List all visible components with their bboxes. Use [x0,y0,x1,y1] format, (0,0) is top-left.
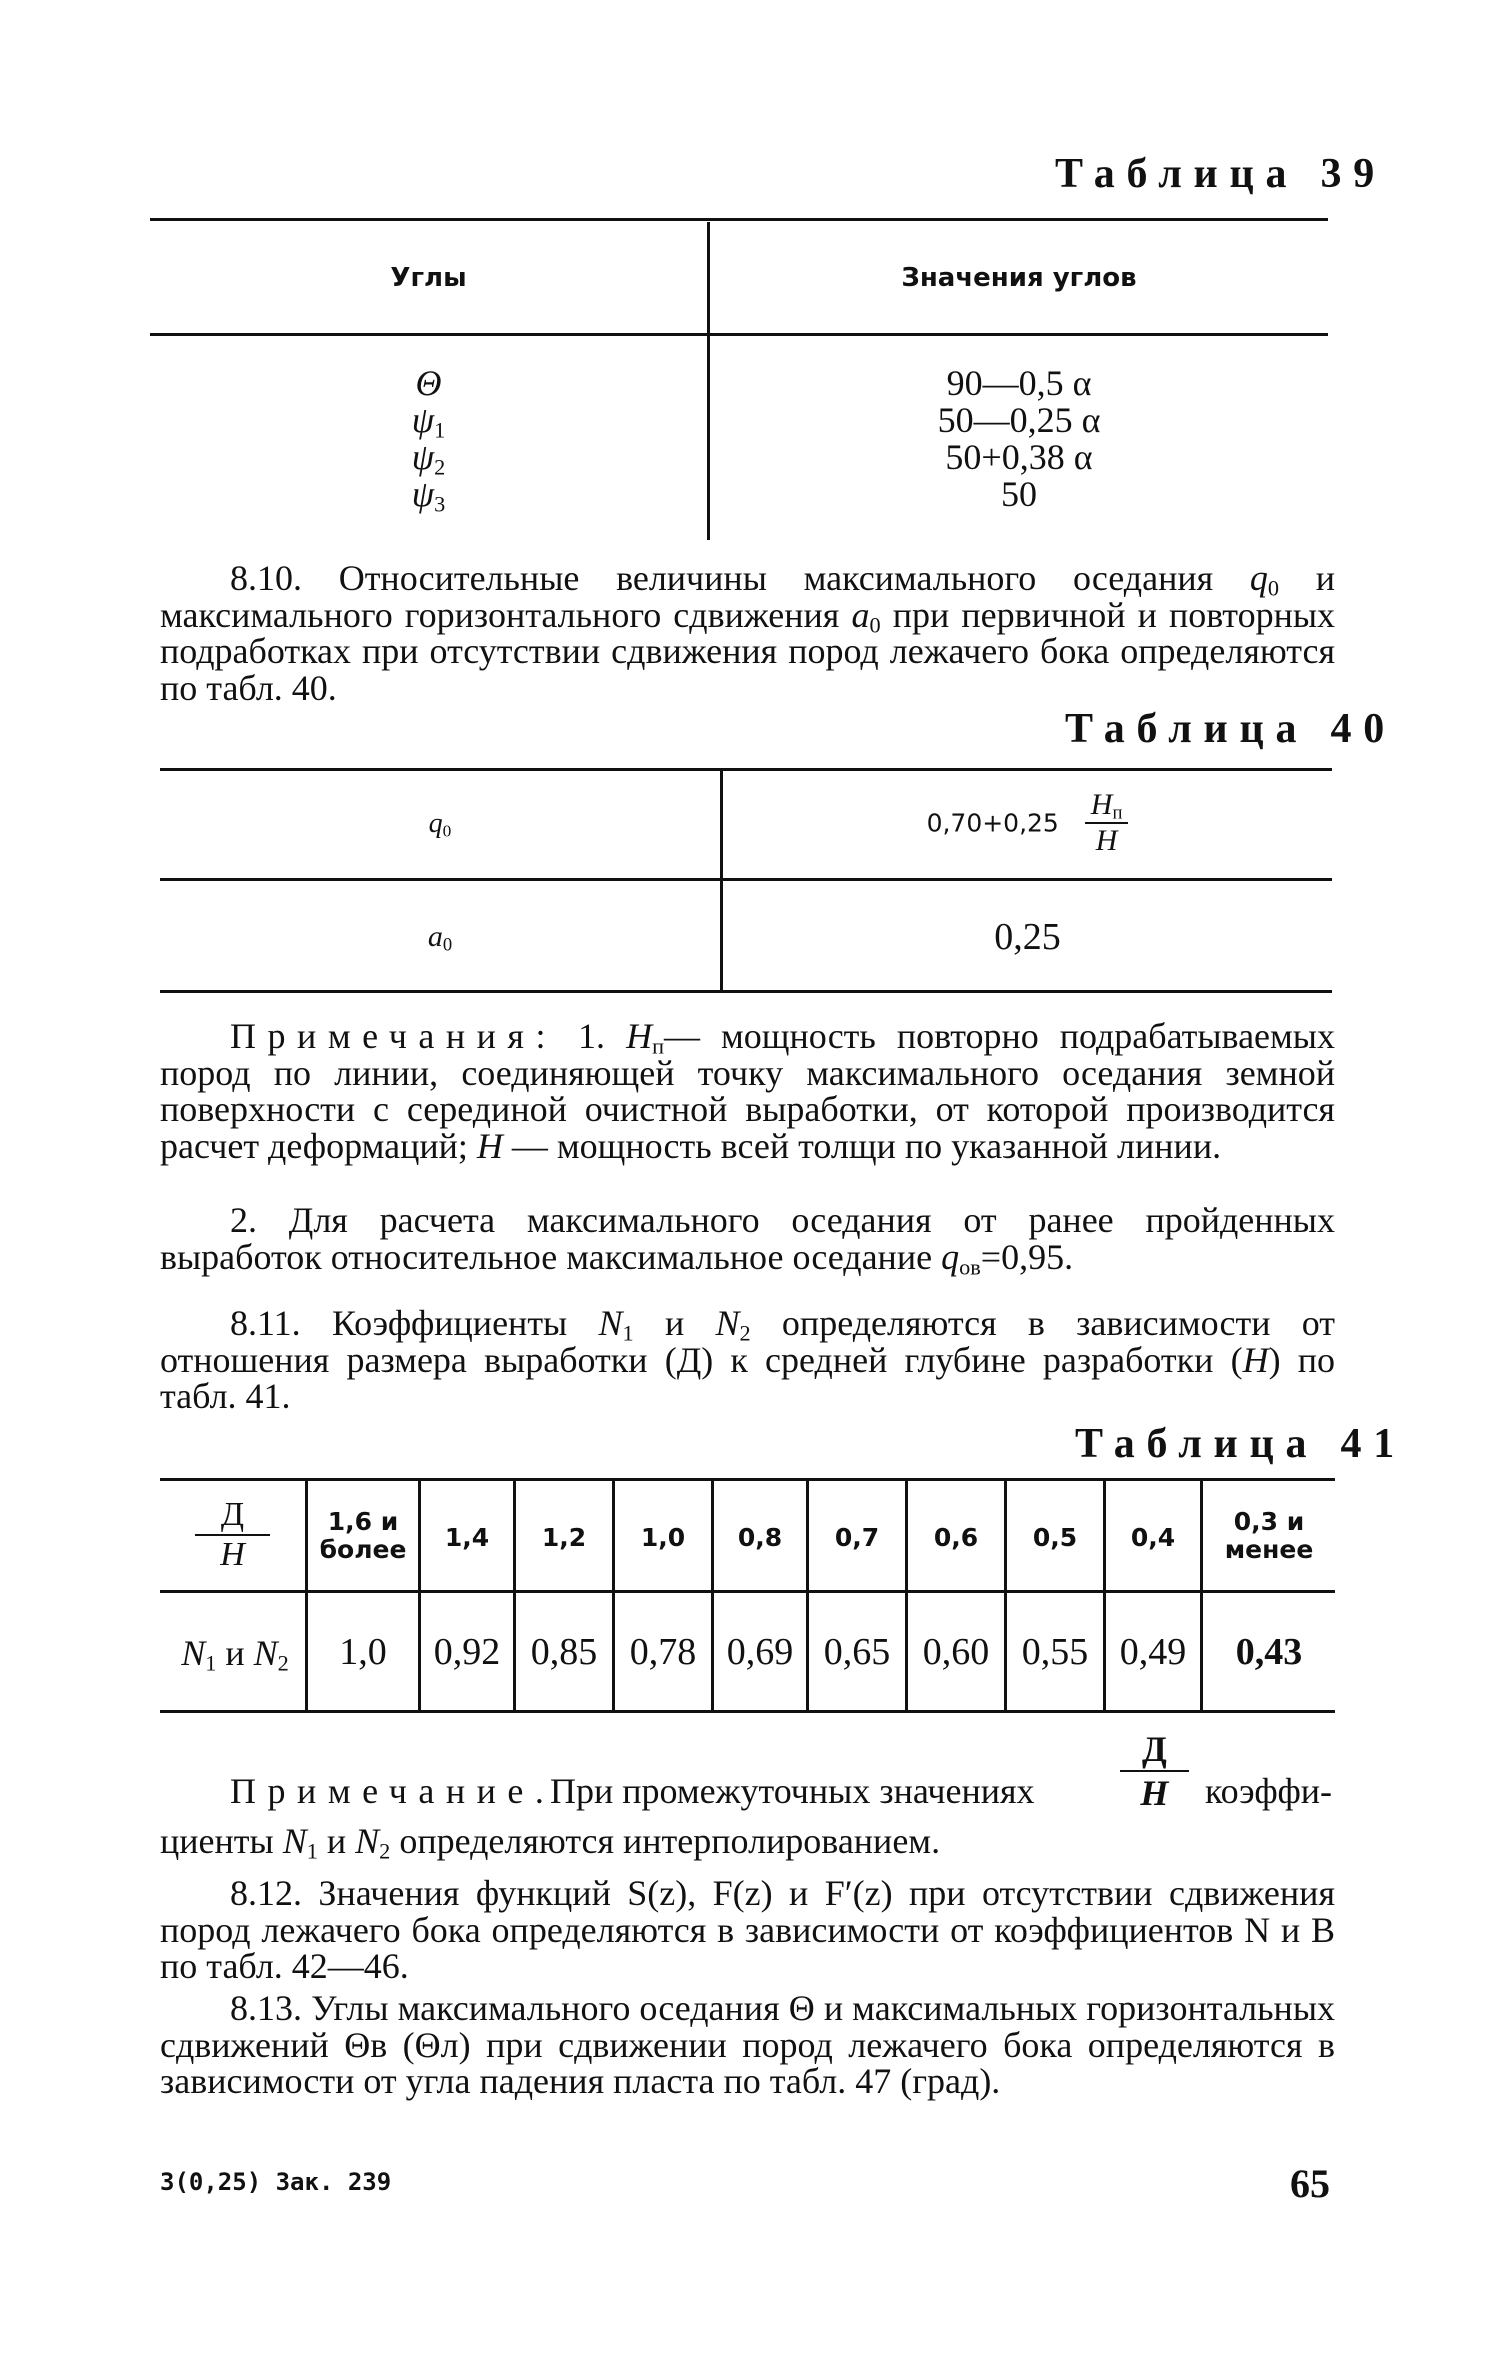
table41-header-rule [160,1590,1335,1593]
table39-value-row: 50 [1001,474,1037,514]
p812-number: 8.12. [230,1873,302,1913]
note41-n2-sub: 2 [379,1838,391,1864]
table41-value: 0,65 [823,1631,891,1673]
table40-value-a0: 0,25 [994,916,1061,958]
table41-col-header: 0,7 [834,1523,880,1552]
table41-col-header: 1,0 [640,1523,686,1552]
table41-divider [1103,1481,1106,1710]
table41-col-header: 0,3 и менее [1224,1507,1314,1564]
table41-divider [1004,1481,1007,1710]
table41-value: 0,60 [922,1631,990,1673]
table41-ratio-den: H [220,1536,245,1573]
table39-header-rule [150,333,1328,336]
table41-bottom-rule [160,1710,1335,1713]
table41-ratio-num: Д [195,1496,270,1536]
note41-fraction [1120,1728,1189,1814]
table40-caption: Таблица 40 [1065,706,1396,752]
table41-col-header: 1,2 [541,1523,587,1552]
note41-n2: N [355,1821,380,1861]
note41-n1-sub: 1 [306,1838,318,1864]
note1-text: — мощность повторно подрабатываемых пород по линии, соединяющей точку максимального оседания земной поверхности с серединой очистной выработки, от которой производится расчет деформаций; [160,1016,1335,1166]
p810-text: и максимального горизонтального сдвижения [160,558,1336,635]
note2-value: =0,95. [980,1236,1074,1277]
table39-caption: Таблица 39 [1055,151,1386,197]
note-table41-line2 [160,1820,940,1862]
note41-n1: N [282,1821,307,1861]
note2-q: q [941,1236,960,1277]
note1-h: H [626,1016,653,1056]
p811-text: определяются в зависимости от отношения размера выработки (Д) к средней глубине разработки ( [160,1303,1336,1380]
note41-text: коэффи- [1205,1771,1333,1811]
paragraph-8-13 [160,1990,1335,2100]
table41-top-rule [160,1478,1335,1481]
table40-top-rule [160,768,1332,771]
table41-value: 0,69 [726,1631,794,1673]
table40-fraction: $\frac{H_п}{H}$ [1085,788,1129,858]
note1-h2: H [476,1125,503,1166]
note41-title: Примечание. [230,1771,556,1811]
table41-divider [806,1481,809,1710]
table39-angle-psi3: $\psi_3$ [411,474,446,517]
p813-text: Углы максимального оседания Θ и максимальных горизонтальных сдвижений Θв (Θл) при сдвижении пород лежачего бока определяются в зависимости от угла падения пласта по табл. 47 (град). [160,1988,1336,2101]
table40-row-rule [160,878,1332,881]
table39-angle-psi2: $\psi_2$ [411,437,446,480]
p810-number: 8.10. [230,558,302,598]
note-2 [160,1200,1335,1280]
footer-print-info: 3(0,25) Зак. 239 [160,2168,392,2196]
note41-text-end: определяются интерполированием. [399,1821,941,1861]
table41-value: 0,43 [1235,1631,1303,1673]
p811-and: и [664,1303,685,1343]
table41-value: 0,85 [530,1631,598,1673]
note2-text: 2. Для расчета максимального оседания от ранее пройденных выработок относительное максимальное оседание [160,1200,1335,1277]
table41-ratio-fraction [195,1496,270,1574]
page-number: 65 [1290,2161,1330,2206]
table39-value-row: 50+0,38 α [945,437,1093,477]
table41-value: 0,78 [629,1631,697,1673]
p812-text: Значения функций S(z), F(z) и F′(z) при отсутствии сдвижения пород лежачего бока определяются в зависимости от коэффициентов N и B по табл. 42—46. [160,1873,1336,1986]
p810-a-sub: 0 [869,612,881,638]
p813-number: 8.13. [230,1988,302,2028]
p810-a: a [851,594,870,635]
table40-label-q0: $q_0$ [428,808,452,841]
table41-divider [513,1481,516,1710]
table39-header-values: Значения углов [901,263,1137,293]
note41-fraction-num: Д [1120,1728,1189,1772]
table39-angle-psi1: $\psi_1$ [411,400,446,443]
notes-title: Примечания: [230,1016,558,1056]
table39-value-row: 90—0,5 α [946,363,1092,403]
p811-text: Коэффициенты [331,1303,568,1343]
p811-n2: N [715,1303,740,1343]
table40-value-q0: 0,70+0,25 $\frac{H_п}{H}$ [723,788,1332,858]
p811-n2-sub: 2 [739,1320,751,1346]
table41-col-header: 1,6 и более [319,1507,407,1564]
note41-text: циенты [160,1821,274,1861]
table39-top-rule [150,218,1328,221]
table40-label-a0: $a_0$ [427,920,453,956]
table41-divider [612,1481,615,1710]
table41-col-header: 0,6 [933,1523,979,1552]
note1-number: 1. [578,1016,606,1056]
p811-n1-sub: 1 [622,1320,634,1346]
p810-q-sub: 0 [1267,575,1280,601]
p811-text-end: ) по табл. 41. [160,1339,1335,1416]
p810-text: Относительные величины максимального оседания [338,558,1214,598]
p811-n1: N [598,1303,623,1343]
p810-q: q [1249,558,1268,598]
p811-h: H [1242,1339,1269,1380]
table41-col-header: 1,4 [444,1523,490,1552]
table41-col-header: 0,5 [1032,1523,1078,1552]
table41-divider [418,1481,421,1710]
table39-angles-column [150,363,707,517]
table41-col-header: 0,8 [737,1523,783,1552]
table39-value-row: 50—0,25 α [937,400,1101,440]
p811-number: 8.11. [230,1303,301,1343]
table41-divider [905,1481,908,1710]
table41-value: 1,0 [339,1631,387,1673]
paragraph-8-11 [160,1305,1335,1415]
note41-fraction-den: H [1140,1773,1169,1813]
table41-caption: Таблица 41 [1075,1421,1406,1467]
table39-angle-theta: Θ [415,363,442,403]
paragraph-8-10 [160,560,1335,706]
paragraph-8-12 [160,1875,1335,1985]
table41-value: 0,92 [433,1631,501,1673]
table41-col-header: 0,4 [1130,1523,1176,1552]
table41-value: 0,55 [1021,1631,1089,1673]
p810-text: при первичной и повторных подработках при отсутствии сдвижения пород лежачего бока определяются по табл. 40. [160,594,1336,708]
note1-h-sub: п [652,1033,665,1059]
note1-text-end: — мощность всей толщи по указанной линии. [511,1125,1222,1166]
table39-values-column [710,365,1328,513]
notes-table40 [160,1018,1335,1164]
note41-and: и [326,1821,347,1861]
table41-value: 0,49 [1119,1631,1187,1673]
note2-q-sub: ов [959,1254,981,1280]
note-table41-line1 [230,1728,1335,1828]
table40-bottom-rule [160,990,1332,993]
note41-text: При промежуточных значениях [550,1771,1035,1811]
table41-divider [711,1481,714,1710]
table41-row-label: $N_1$ и $N_2$ [181,1633,289,1676]
table39-header-angles: Углы [390,263,467,293]
table41-head-ratio [160,1496,305,1574]
